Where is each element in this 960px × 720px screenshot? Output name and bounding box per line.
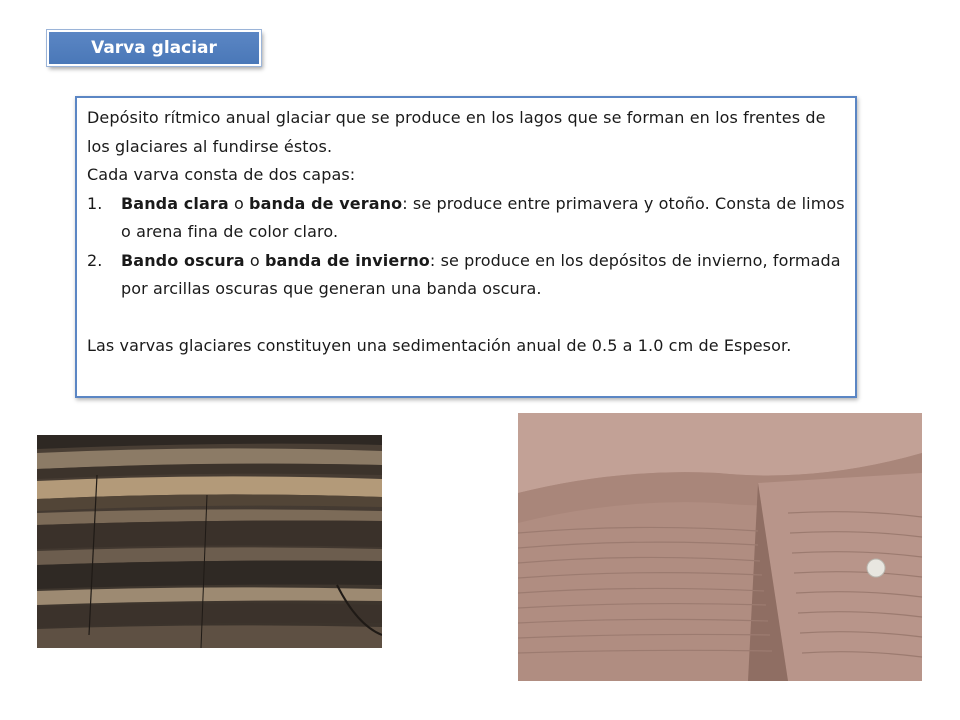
slide-title: Varva glaciar — [47, 30, 261, 66]
term-dark-band: Bando oscura — [121, 250, 245, 270]
term-winter-band: banda de invierno — [264, 250, 430, 270]
list-number: 1. — [87, 193, 103, 213]
varve-layers-illustration — [37, 435, 382, 648]
term-light-band: Banda clara — [121, 193, 229, 213]
conclusion-paragraph: Las varvas glaciares constituyen una sedimentación anual de 0.5 a 1.0 cm de Espesor. — [87, 335, 792, 355]
list-item — [87, 190, 845, 247]
outcrop-illustration — [518, 413, 922, 681]
paragraph-gap — [87, 304, 845, 332]
item-description: : se produce en los depósitos de invierno, formada por arcillas oscuras que generan una banda oscura. — [121, 250, 841, 298]
intro-paragraph: Depósito rítmico anual glaciar que se produce en los lagos que se forman en los frentes de los glaciares al fundirse éstos. — [87, 108, 826, 156]
layers-intro: Cada varva consta de dos capas: — [87, 165, 356, 184]
term-summer-band: banda de verano — [249, 193, 403, 213]
definition-text-box — [75, 96, 857, 398]
varve-photo-dark-bands — [37, 435, 382, 648]
connector-text: o — [244, 250, 265, 270]
list-item — [87, 247, 845, 304]
item-description: : se produce entre primavera y otoño. Consta de limos o arena fina de color claro. — [121, 193, 845, 241]
list-number: 2. — [87, 250, 103, 270]
varve-photo-laminated-outcrop — [518, 413, 922, 681]
layer-list — [87, 190, 845, 304]
connector-text: o — [228, 193, 250, 213]
